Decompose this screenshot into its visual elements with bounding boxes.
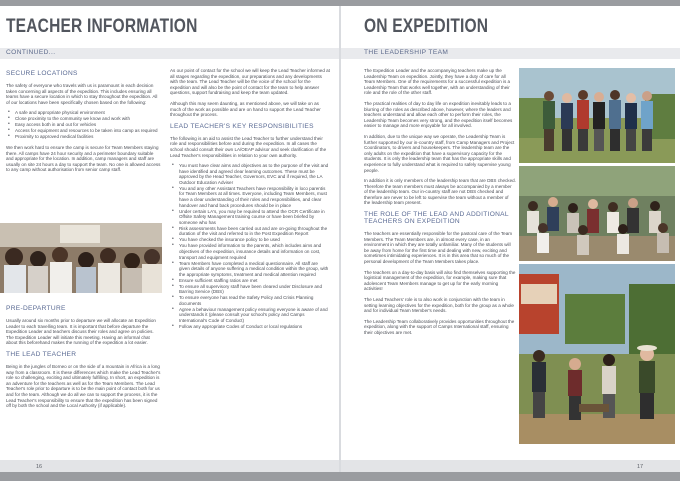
lead-teacher-heading: THE LEAD TEACHER bbox=[6, 350, 77, 358]
list-item: • A safe and appropriate physical environment bbox=[6, 110, 162, 116]
group-photo-1 bbox=[519, 68, 675, 163]
secure-heading: SECURE LOCATIONS bbox=[6, 70, 78, 77]
list-item: • You must have clear aims and objectives as to the purpose of the visit and have identified and agreed clear learning outcomes. These must be approved by the Head Teacher, Governors, EVC and if required, the LA Outdoor Education Adviser bbox=[170, 163, 330, 185]
leadership-paragraph-4: In addition it is only members of the leadership team that are DBS checked. Therefore the team members must always be accompanied by a member of the leadership team. Our in-country staff are not DBS checked and therefore are never to be left to supervise the team without a member of the leadership team present. bbox=[364, 178, 516, 206]
right-band-text: THE LEADERSHIP TEAM bbox=[364, 49, 449, 56]
leadership-paragraph-1: The Expedition Leader and the accompanying teachers make up the Leadership Team on expedition. Jointly, they have a duty of care for all Team Members. One of the requirements for a successful expedition is a Leadership Team that works well together, with an understanding of their role and the role of the other staff. bbox=[364, 68, 511, 96]
list-item: • Under certain LA's, you may be required to attend the OCR Certificate in Offsite Safety Management training course or have been briefed by someone who has bbox=[170, 209, 330, 226]
role-paragraph-4: The Leadership Team collaboratively provides opportunities throughout the expedition, along with the support of Camps International staff, ensuring their objectives are met. bbox=[364, 318, 515, 335]
left-column-1-lower bbox=[6, 303, 162, 414]
left-page-number: 16 bbox=[36, 464, 43, 470]
list-item: • To ensure everyone has read the Safety Policy and Crisis Planning documents bbox=[170, 295, 330, 306]
col2-paragraph-3: The following is an aid to assist the Lead Teacher to further understand their role and responsibilities before and during the expedition. In all cases the school should consult their own LA/OEAP advisor and seek clarification of the Lead Teacher's responsibilities in relation to your own authority. bbox=[170, 135, 327, 158]
predeparture-heading: PRE-DEPARTURE bbox=[6, 305, 66, 312]
left-column-2 bbox=[170, 68, 330, 335]
list-item: • To ensure all supervisory staff have been cleared under Disclosure and Barring Service (DBS) bbox=[170, 284, 330, 295]
list-item: • Risk assessments have been carried out and are on-going throughout the duration of the visit and referred to in the Post Expedition Report bbox=[170, 226, 330, 237]
secure-bullets bbox=[6, 110, 162, 140]
col2-paragraph-2: Although this may seem daunting, as mentioned above, we will take on as much of the work as possible and are on hand to support the Lead Teacher throughout the process. bbox=[170, 100, 321, 118]
secure-paragraph-1: The safety of everyone who travels with us is paramount in each decision taken concerning all aspects of the expedition. This includes ensuring all teams have a secure location in which to stay throughout the expedition. All of our locations have been specifically chosen based on the following: bbox=[6, 83, 158, 105]
lead-teacher-paragraph: Being in the jungles of Borneo or on the side of a mountain in Africa is a long way from a classroom. It is these differences which make the Lead Teacher's role so challenging, exciting and ultimately fulfilling. In short, an expedition is an adventure for the teachers as well as for the Team Members. The Lead Teacher's role prior to departure is to be the main point of contact both for us and for the team. Although we do all we can to support the process, it is the Lead Teacher's responsibility to ensure that the expedition has been signed off by both the school and the Local Authority (if applicable). bbox=[6, 363, 161, 409]
right-page-title: ON EXPEDITION bbox=[364, 16, 489, 37]
left-footer-bar bbox=[0, 460, 339, 472]
list-item: • Proximity to approved medical facilities bbox=[6, 134, 162, 140]
list-item: • Follow any appropriate Codes of Conduct or local regulations bbox=[170, 324, 330, 330]
list-item: • You and any other Assistant Teachers have responsibility in loco parentis for Team Members at all times. Everyone, including Team Members, must have a clear understanding of their roles and responsibilities, and clear handover and hand back procedures should be in place bbox=[170, 186, 330, 208]
classroom-photo bbox=[0, 223, 162, 293]
list-item: • Close proximity to the community we know and work with bbox=[6, 116, 162, 122]
list-item: • Ensure sufficient staffing ratios are met bbox=[170, 278, 330, 284]
list-item: • Easy access both in and out for vehicles bbox=[6, 122, 162, 128]
right-footer-bar bbox=[341, 460, 680, 472]
left-band-text: CONTINUED... bbox=[6, 49, 56, 56]
predeparture-paragraph: Usually around six months prior to departure we will allocate an Expedition Leader to each travelling team. It is important that before departure the Expedition Leader and teachers discuss their roles and agree on policies. The Expedition Leader will initiate this meeting. Having an informal chat about this beforehand makes the running of the expedition a lot easier. bbox=[6, 318, 156, 346]
left-page bbox=[0, 6, 339, 472]
secure-paragraph-2: We then work hard to ensure the camp is secure for Team Members staying there. All camps have 24 hour security and a perimeter boundary suitable and appropriate for the location. In addition, camp managers and staff are usually on site 24 hours a day to support the team. No one is allowed access to any camp without authorisation from senior camp staff. bbox=[6, 144, 161, 173]
right-page-number: 17 bbox=[637, 464, 644, 470]
list-item: • You have checked the insurance policy to be used bbox=[170, 237, 330, 243]
role-paragraph-3: The Lead Teachers' role is to also work in conjunction with the team in setting learning objectives for the expedition, both for the group as a whole and for individual Team Member's needs. bbox=[364, 297, 514, 314]
left-page-title: TEACHER INFORMATION bbox=[6, 16, 198, 37]
list-item: • You have provided information to the parents, which includes aims and objectives of the expedition, insurance details and information on cost, transport and equipment required bbox=[170, 243, 330, 260]
role-heading: THE ROLE OF THE LEAD AND ADDITIONAL TEACHERS ON EXPEDITION bbox=[364, 211, 509, 226]
key-responsibilities-heading: LEAD TEACHER'S KEY RESPONSIBILITIES bbox=[170, 122, 314, 130]
col2-paragraph-1: As our point of contact for the school we will keep the Lead Teacher informed at all stages regarding the expedition, our preparations and any developments with the team. The Lead Teacher will be the voice of the school for the expedition and will also be the point of contact for the team to help answer questions, support fundraising and keep the team updated. bbox=[170, 68, 330, 96]
right-column-1 bbox=[364, 68, 516, 341]
list-item: • Access for equipment and resources to be taken into camp as required bbox=[6, 128, 162, 134]
role-paragraph-1: The teachers are essentially responsible for the pastoral care of the Team Members. The Team Members are, in almost every case, in an environment in which they are totally unfamiliar. Many of the students will be away from home for the first time and dealing with new, exciting and sometimes intimidating experiences. It is in this area that so much of the personal development of the Team Members takes place. bbox=[364, 231, 513, 265]
right-page bbox=[341, 6, 680, 472]
left-column-1 bbox=[6, 68, 162, 178]
list-item: • Team Members have completed a medical questionnaire. All staff are given details of anyone suffering a medical condition within the group, with the appropriate symptoms, treatment and medical attention required bbox=[170, 261, 330, 278]
leadership-paragraph-3: In addition, due to the unique way we operate, the Leadership Team is further supported by our in-country staff, from Camp Managers and Project Coordinators, to drivers and housekeepers. The leadership team are the only adults on the expedition that have a supervisory capacity for the students. It is only the leadership team that has the appropriate skills and experience to fully understand what is required to safely supervise young people. bbox=[364, 133, 515, 173]
leadership-paragraph-2: The practical realities of day to day life on expedition inevitably leads to a blurring of the roles as described above, however, where the leaders and teachers understand and allow each other to perform their roles, the Leadership Team becomes very strong, and the expedition itself becomes easier to manage and more enjoyable for all involved. bbox=[364, 100, 513, 129]
group-photo-2 bbox=[519, 166, 675, 261]
group-photo-3 bbox=[519, 264, 675, 444]
role-paragraph-2: The teachers on a day-to-day basis will also find themselves supporting the logistical management of the expedition, for example, making sure that adolescent Team Members manage to get up for the early morning activities! bbox=[364, 269, 516, 292]
responsibility-bullets bbox=[170, 163, 330, 330]
list-item: • Agree a behaviour management policy ensuring everyone is aware of and understands it (please consult your school's policy and Camps International's Code of Conduct) bbox=[170, 307, 330, 324]
